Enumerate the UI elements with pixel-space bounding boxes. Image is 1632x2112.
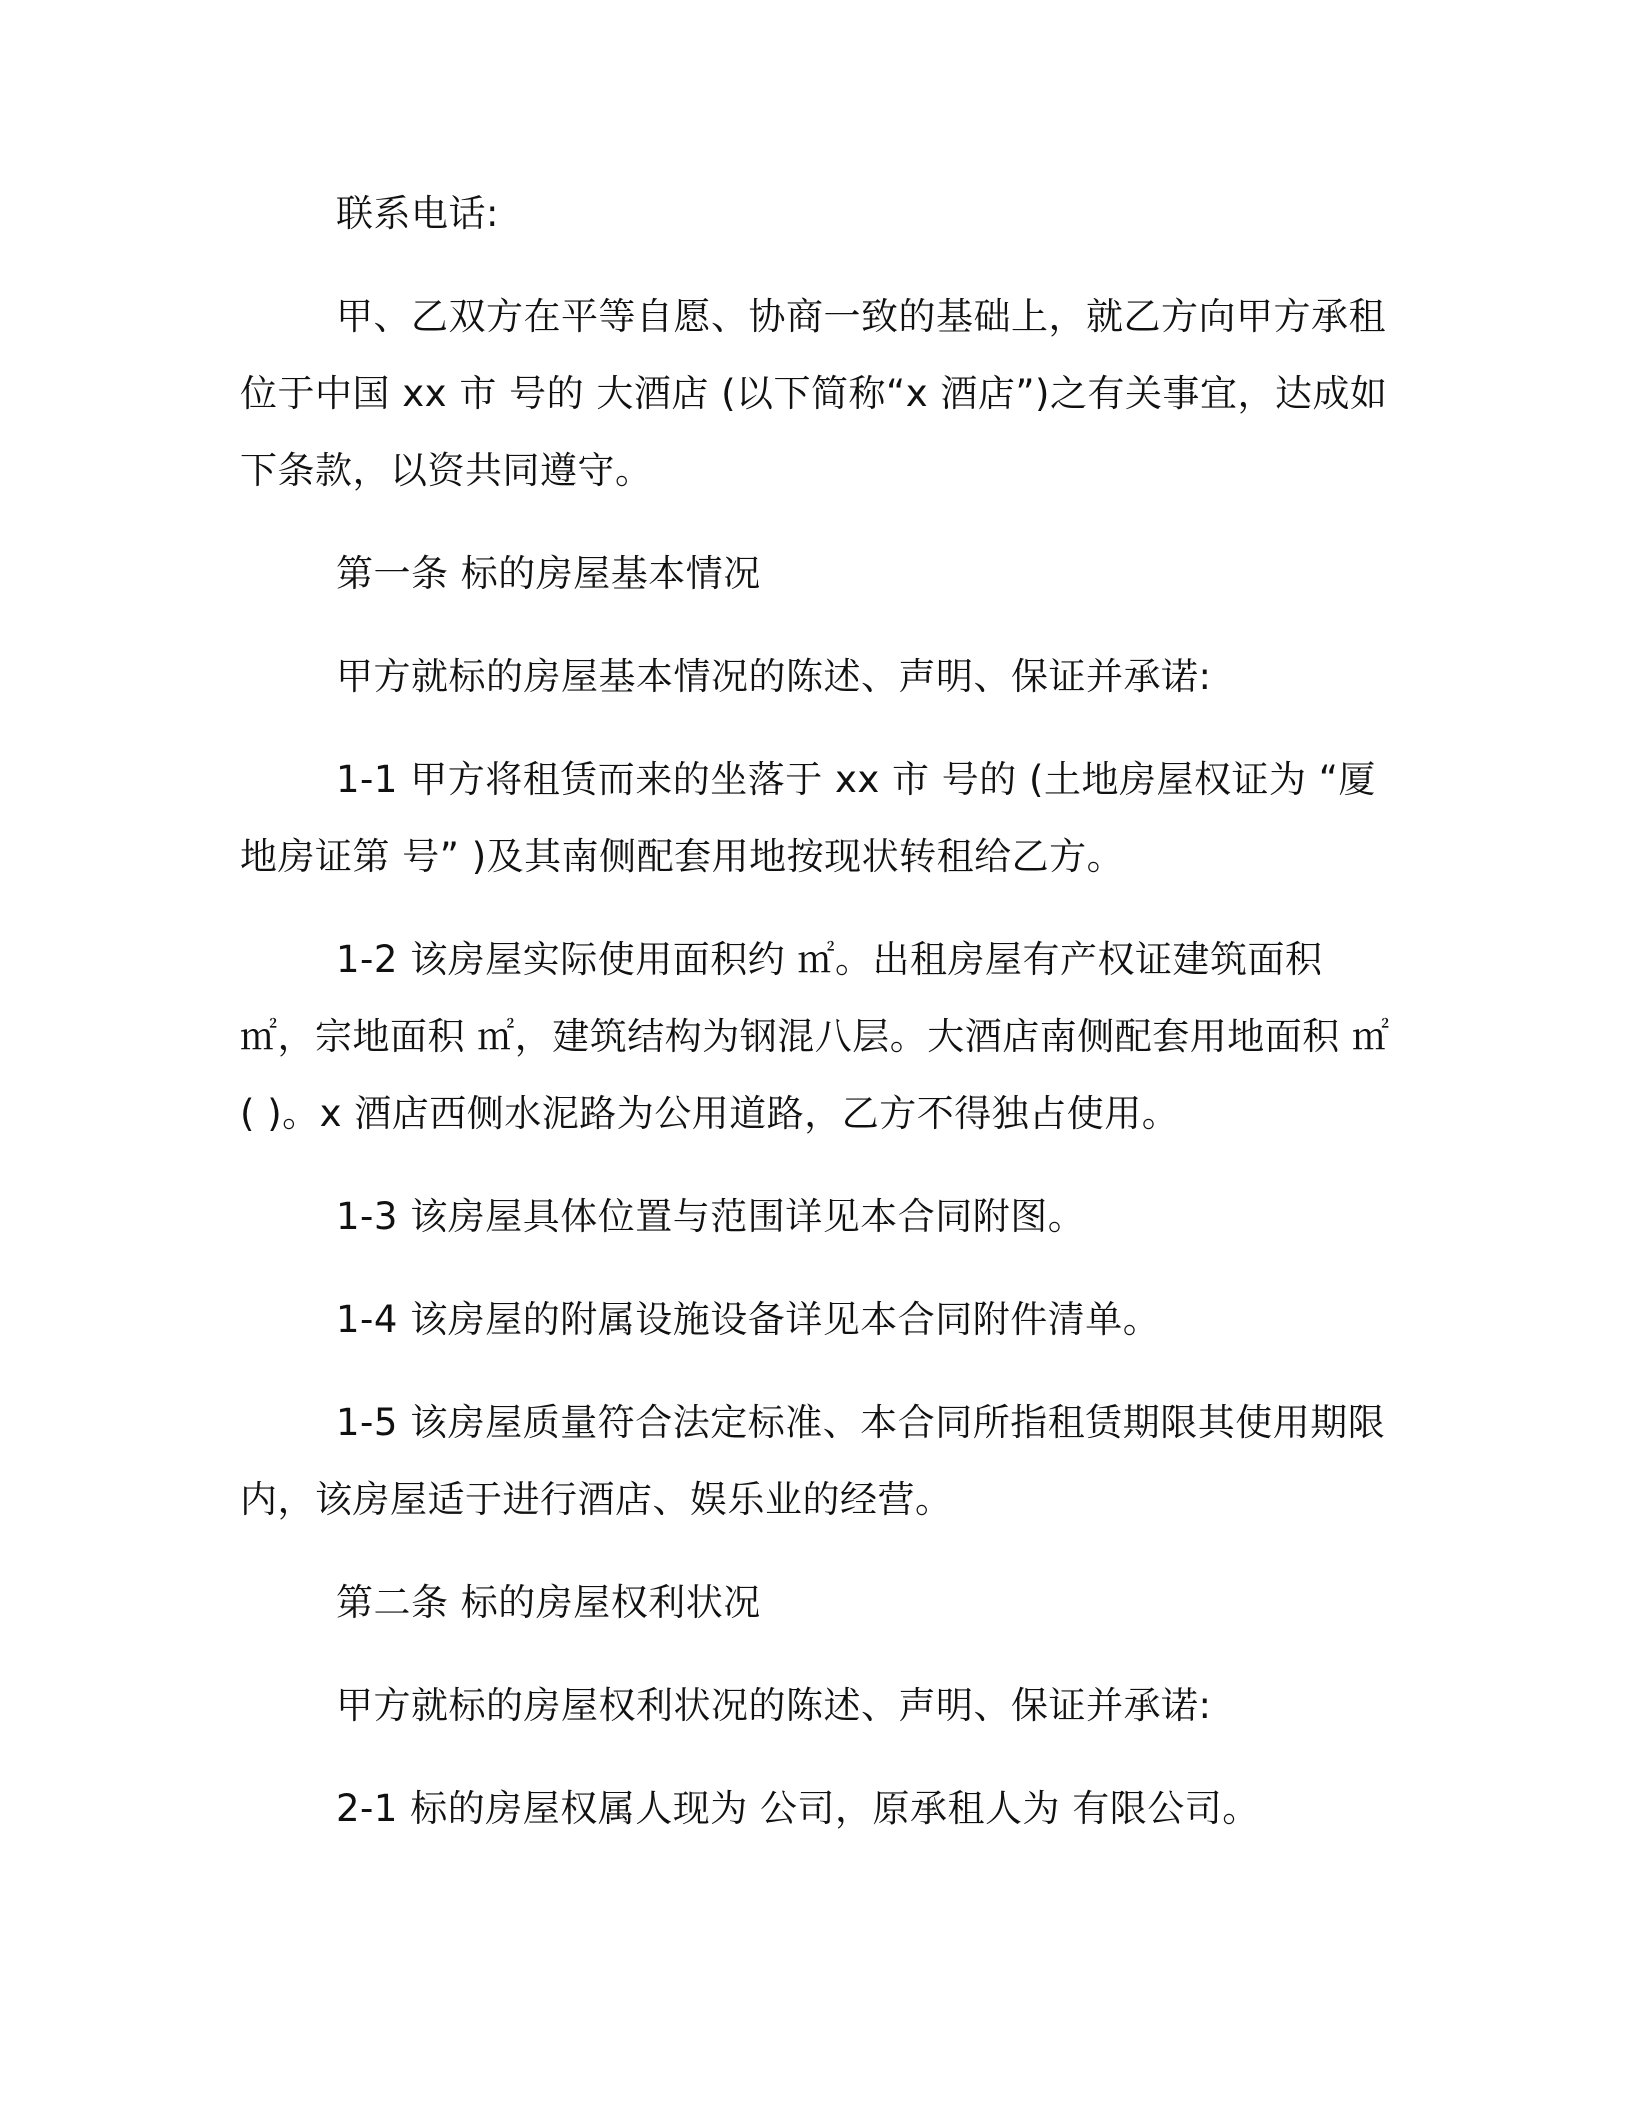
document-body xyxy=(240,175,1400,1873)
article-2-heading: 第二条 标的房屋权利状况 xyxy=(336,1581,761,1624)
article-2-intro: 甲方就标的房屋权利状况的陈述、声明、保证并承诺: xyxy=(336,1684,1212,1727)
clause-1-2: 1-2 该房屋实际使用面积约 ㎡。出租房屋有产权证建筑面积 ㎡，宗地面积 ㎡，建筑结构为钢混八层。大酒店南侧配套用地面积 ㎡( )。x 酒店西侧水泥路为公用道路，乙方不得独占使用。 xyxy=(240,938,1390,1135)
clause-1-4: 1-4 该房屋的附属设施设备详见本合同附件清单。 xyxy=(336,1298,1161,1341)
preamble-paragraph: 甲、乙双方在平等自愿、协商一致的基础上，就乙方向甲方承租位于中国 xx 市 号的 大酒店 (以下简称“x 酒店”)之有关事宜，达成如下条款，以资共同遵守。 xyxy=(240,295,1388,492)
clause-2-1: 2-1 标的房屋权属人现为 公司，原承租人为 有限公司。 xyxy=(336,1787,1260,1830)
clause-1-3: 1-3 该房屋具体位置与范围详见本合同附图。 xyxy=(336,1195,1086,1238)
clause-1-1: 1-1 甲方将租赁而来的坐落于 xx 市 号的 (土地房屋权证为 “厦地房证第 号” )及其南侧配套用地按现状转租给乙方。 xyxy=(240,758,1376,878)
contact-phone-line: 联系电话: xyxy=(336,192,499,235)
article-1-intro: 甲方就标的房屋基本情况的陈述、声明、保证并承诺: xyxy=(336,655,1212,698)
article-1-heading: 第一条 标的房屋基本情况 xyxy=(336,552,761,595)
clause-1-5: 1-5 该房屋质量符合法定标准、本合同所指租赁期限其使用期限内，该房屋适于进行酒店、娱乐业的经营。 xyxy=(240,1401,1386,1521)
